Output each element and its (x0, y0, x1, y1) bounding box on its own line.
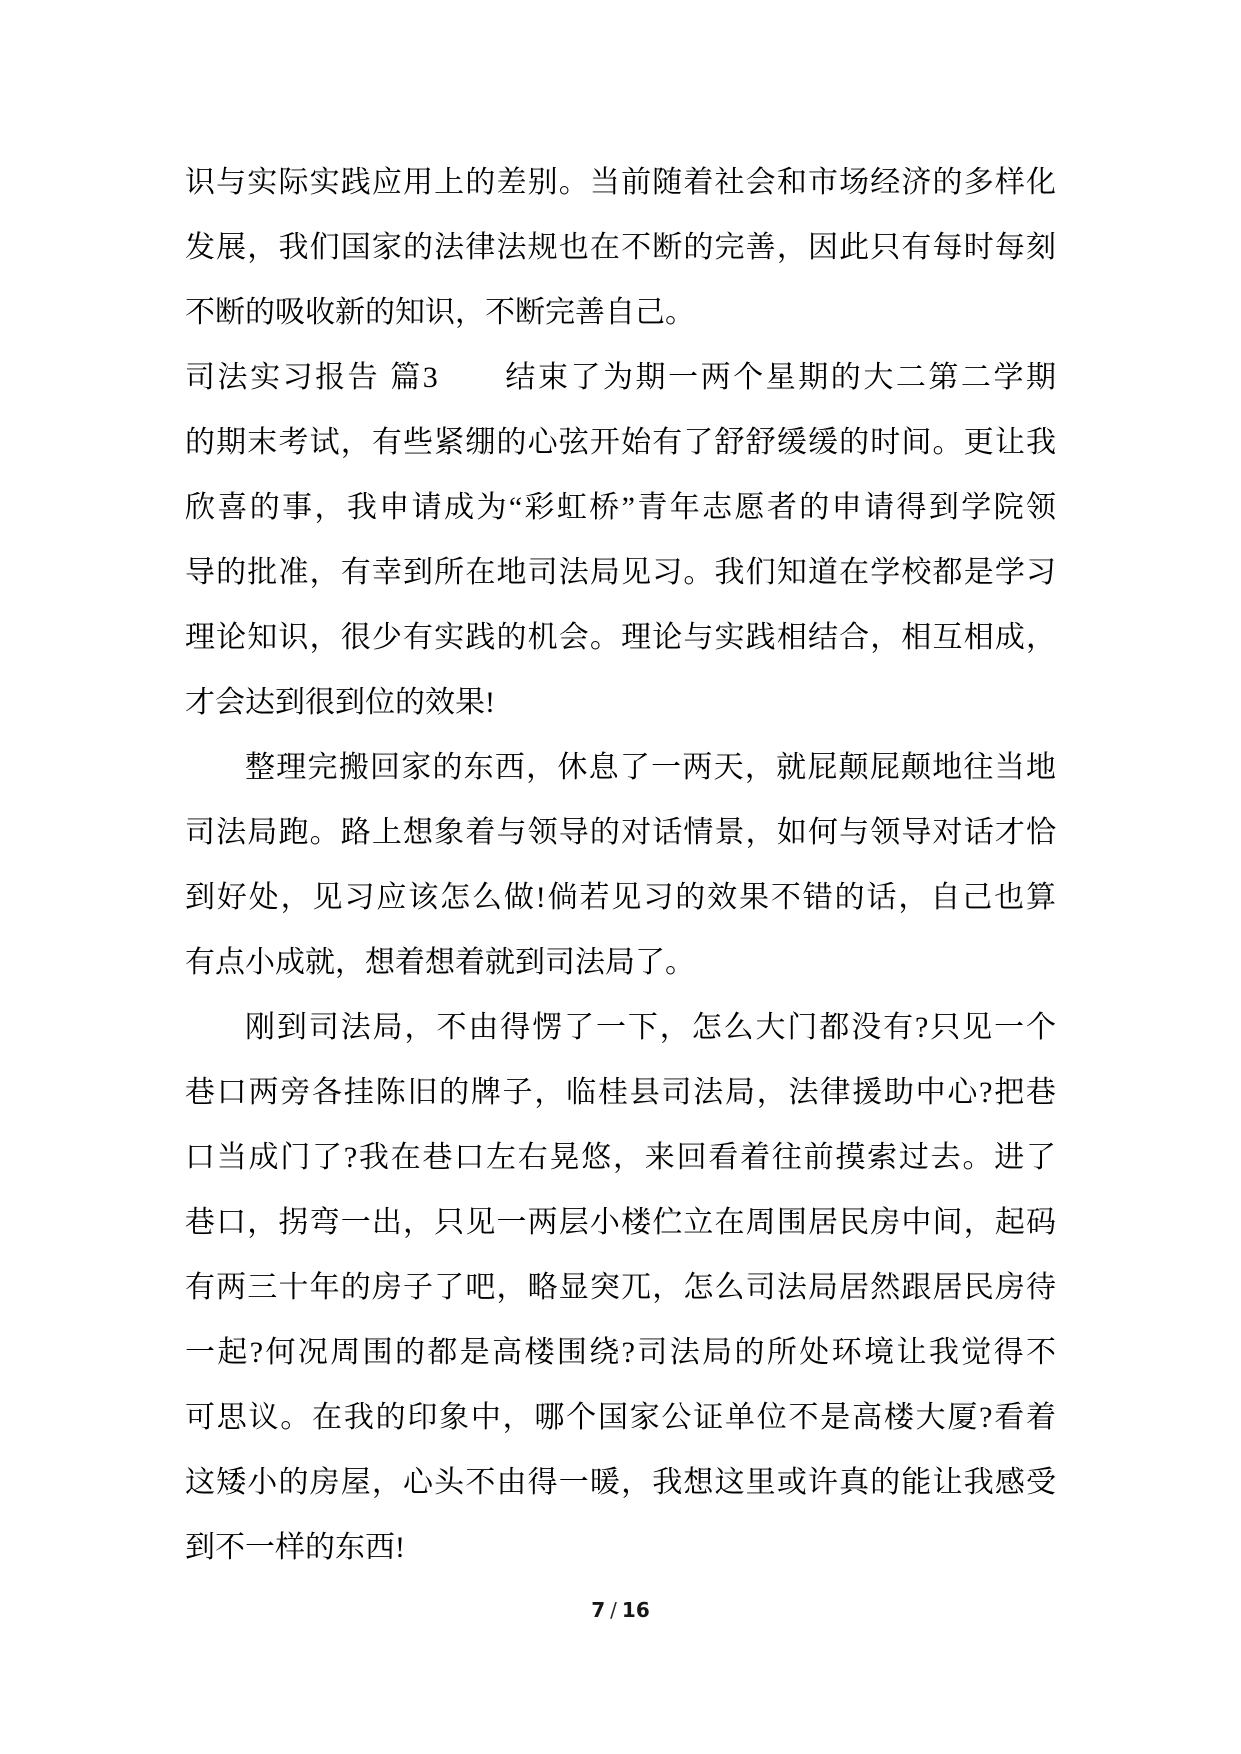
text-line: 一起?何况周围的都是高楼围绕?司法局的所处环境让我觉得不 (185, 1336, 1056, 1369)
text-line: 欣喜的事，我申请成为“彩虹桥”青年志愿者的申请得到学院领 (185, 491, 1056, 524)
text-line: 识与实际实践应用上的差别。当前随着社会和市场经济的多样化 (185, 166, 1056, 199)
page-number-separator: / (610, 1598, 617, 1622)
text-line: 发展，我们国家的法律法规也在不断的完善，因此只有每时每刻 (185, 231, 1056, 264)
text-line: 的期末考试，有些紧绷的心弦开始有了舒舒缓缓的时间。更让我 (185, 426, 1056, 459)
text-line: 司法实习报告 篇3 结束了为期一两个星期的大二第二学期 (185, 361, 1056, 394)
text-line: 巷口，拐弯一出，只见一两层小楼伫立在周围居民房中间，起码 (185, 1206, 1056, 1239)
text-line: 才会达到很到位的效果! (185, 686, 495, 719)
text-line: 口当成门了?我在巷口左右晃悠，来回看着往前摸索过去。进了 (185, 1141, 1056, 1174)
text-line: 理论知识，很少有实践的机会。理论与实践相结合，相互相成， (185, 621, 1056, 654)
page-footer (0, 1595, 1241, 1625)
page-number-total: 16 (621, 1598, 650, 1622)
text-line: 到不一样的东西! (185, 1531, 405, 1564)
text-line: 到好处，见习应该怎么做!倘若见习的效果不错的话，自己也算 (185, 881, 1056, 914)
text-line: 刚到司法局，不由得愣了一下，怎么大门都没有?只见一个 (245, 1011, 1056, 1044)
text-line: 不断的吸收新的知识，不断完善自己。 (185, 296, 695, 329)
text-line: 可思议。在我的印象中，哪个国家公证单位不是高楼大厦?看着 (185, 1401, 1056, 1434)
document-body (185, 150, 1056, 1580)
text-line: 导的批准，有幸到所在地司法局见习。我们知道在学校都是学习 (185, 556, 1056, 589)
text-line: 整理完搬回家的东西，休息了一两天，就屁颠屁颠地往当地 (245, 751, 1056, 784)
text-line: 有点小成就，想着想着就到司法局了。 (185, 946, 695, 979)
text-line: 有两三十年的房子了吧，略显突兀，怎么司法局居然跟居民房待 (185, 1271, 1056, 1304)
text-line: 这矮小的房屋，心头不由得一暖，我想这里或许真的能让我感受 (185, 1466, 1056, 1499)
document-lines (185, 150, 1056, 1580)
page-number-current: 7 (591, 1598, 606, 1622)
text-line: 巷口两旁各挂陈旧的牌子，临桂县司法局，法律援助中心?把巷 (185, 1076, 1056, 1109)
text-line: 司法局跑。路上想象着与领导的对话情景，如何与领导对话才恰 (185, 816, 1056, 849)
